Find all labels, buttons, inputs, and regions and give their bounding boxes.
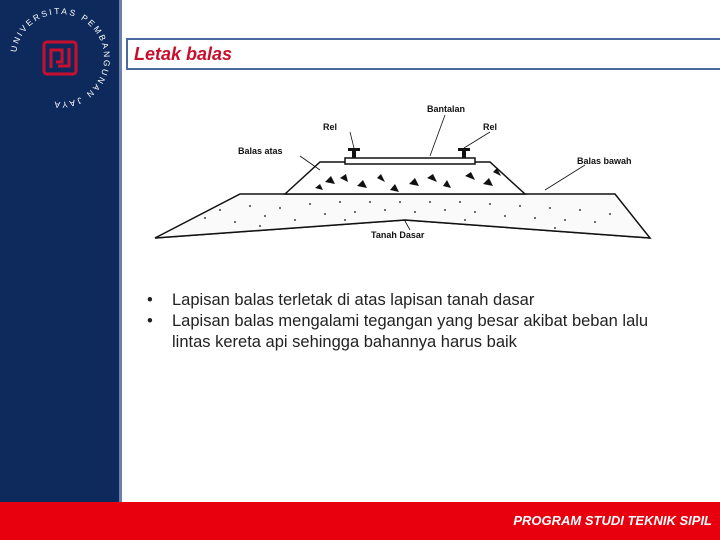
logo-ring-text: UNIVERSITAS PEMBANGUNAN JAYA bbox=[8, 5, 113, 111]
label-bantalan: Bantalan bbox=[427, 104, 466, 114]
label-balas-bawah: Balas bawah bbox=[577, 156, 632, 166]
label-rel-left: Rel bbox=[323, 122, 338, 132]
sleeper bbox=[345, 158, 475, 164]
footer-text: PROGRAM STUDI TEKNIK SIPIL bbox=[513, 513, 712, 528]
rail-left bbox=[348, 148, 360, 158]
bullet-item: • Lapisan balas terletak di atas lapisan tanah dasar bbox=[145, 290, 665, 311]
bullet-item: • Lapisan balas mengalami tegangan yang besar akibat beban lalu lintas kereta api sehingga bahannya harus baik bbox=[145, 311, 665, 353]
logo-emblem-icon bbox=[44, 42, 76, 74]
label-tanah-dasar: Tanah Dasar bbox=[371, 230, 425, 240]
bullet-list bbox=[145, 290, 665, 353]
ballast-cross-section-diagram bbox=[145, 90, 655, 270]
svg-text:UNIVERSITAS PEMBANGUNAN JAYA bbox=[8, 6, 112, 110]
sidebar bbox=[0, 0, 122, 502]
footer-bar bbox=[0, 502, 720, 540]
label-rel-right: Rel bbox=[483, 122, 498, 132]
label-balas-atas: Balas atas bbox=[238, 146, 283, 156]
slide-title: Letak balas bbox=[134, 44, 233, 64]
rail-right bbox=[458, 148, 470, 158]
university-logo bbox=[4, 2, 116, 114]
title-bar bbox=[126, 38, 720, 70]
